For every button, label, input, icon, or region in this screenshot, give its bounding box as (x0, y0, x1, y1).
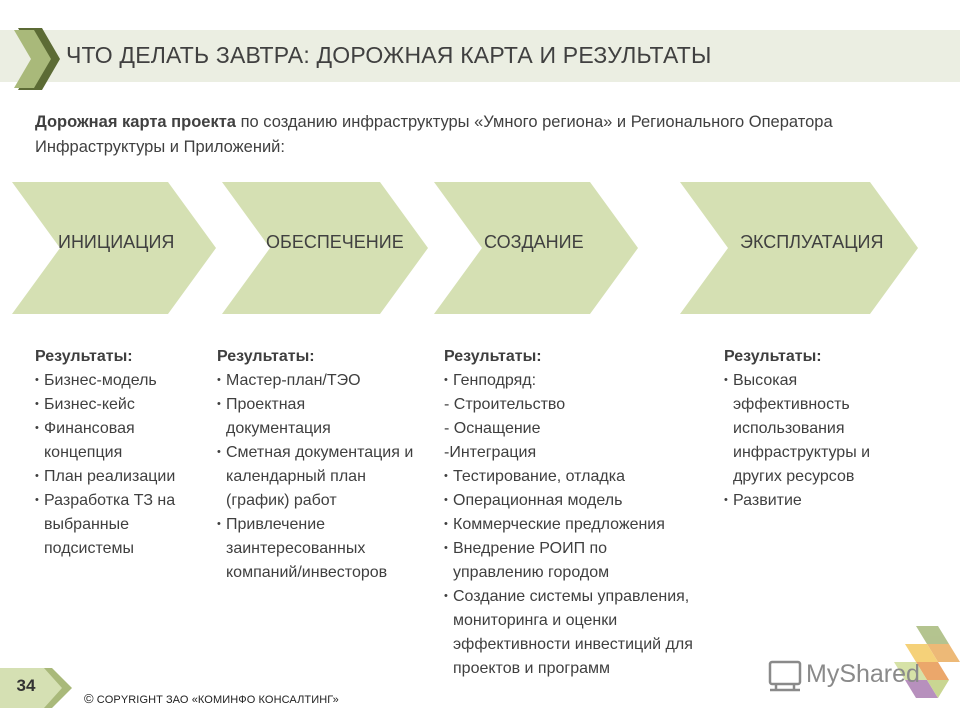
result-item: • Внедрение РОИП по управлению городом (444, 537, 653, 585)
result-item: • Финансовая концепция (35, 417, 164, 465)
result-item: • Высокая эффективность использования инфраструктуры и других ресурсов (724, 369, 903, 489)
result-item: • Сметная документация и календарный план (график) работ (217, 441, 431, 513)
result-item: • Разработка ТЗ на выбранные подсистемы (35, 489, 194, 561)
stage-label-initiation: ИНИЦИАЦИЯ (58, 232, 175, 252)
title-chevron-icon (14, 28, 64, 90)
result-item: • Бизнес-кейс (35, 393, 205, 417)
intro-paragraph (35, 110, 915, 160)
stage-label-creation: СОЗДАНИЕ (484, 232, 584, 252)
result-item: • Мастер-план/ТЭО (217, 369, 432, 393)
results-column-3 (444, 345, 714, 681)
page-title: ЧТО ДЕЛАТЬ ЗАВТРА: ДОРОЖНАЯ КАРТА И РЕЗУЛЬТАТЫ (66, 42, 712, 68)
copyright-icon: © (84, 691, 94, 706)
copyright-text: COPYRIGHT ЗАО «КОМИНФО КОНСАЛТИНГ» (96, 694, 339, 706)
intro-rest: по созданию инфраструктуры «Умного региона» и Регионального Оператора Инфраструктуры и Приложений: (35, 113, 833, 156)
result-item: -Интеграция (444, 444, 537, 461)
result-item: • План реализации (35, 465, 205, 489)
result-item: • Привлечение заинтересованных компаний/инвесторов (217, 513, 426, 585)
results-column-1 (35, 345, 205, 561)
results-header: Результаты: (35, 348, 133, 365)
copyright (84, 691, 339, 706)
page-number: 34 (16, 676, 36, 695)
watermark-text: MyShared (806, 660, 920, 688)
intro-bold: Дорожная карта проекта (35, 113, 236, 131)
result-item: • Создание системы управления, мониторинга и оценки эффективности инвестиций для проектов и программ (444, 585, 703, 681)
result-item: • Проектная документация (217, 393, 366, 441)
results-header: Результаты: (724, 348, 822, 365)
stage-label-operation: ЭКСПЛУАТАЦИЯ (740, 232, 884, 252)
result-item: • Бизнес-модель (35, 369, 205, 393)
result-item: - Строительство (444, 396, 566, 413)
results-column-2 (217, 345, 432, 585)
result-item: • Тестирование, отладка (444, 465, 714, 489)
results-column-4 (724, 345, 904, 513)
result-item: • Генподряд: (444, 369, 714, 393)
results-header: Результаты: (217, 348, 315, 365)
result-item: • Развитие (724, 489, 904, 513)
results-header: Результаты: (444, 348, 542, 365)
result-item: • Коммерческие предложения (444, 513, 714, 537)
result-item: • Операционная модель (444, 489, 714, 513)
result-item: - Оснащение (444, 420, 541, 437)
stage-label-provision: ОБЕСПЕЧЕНИЕ (266, 232, 404, 252)
